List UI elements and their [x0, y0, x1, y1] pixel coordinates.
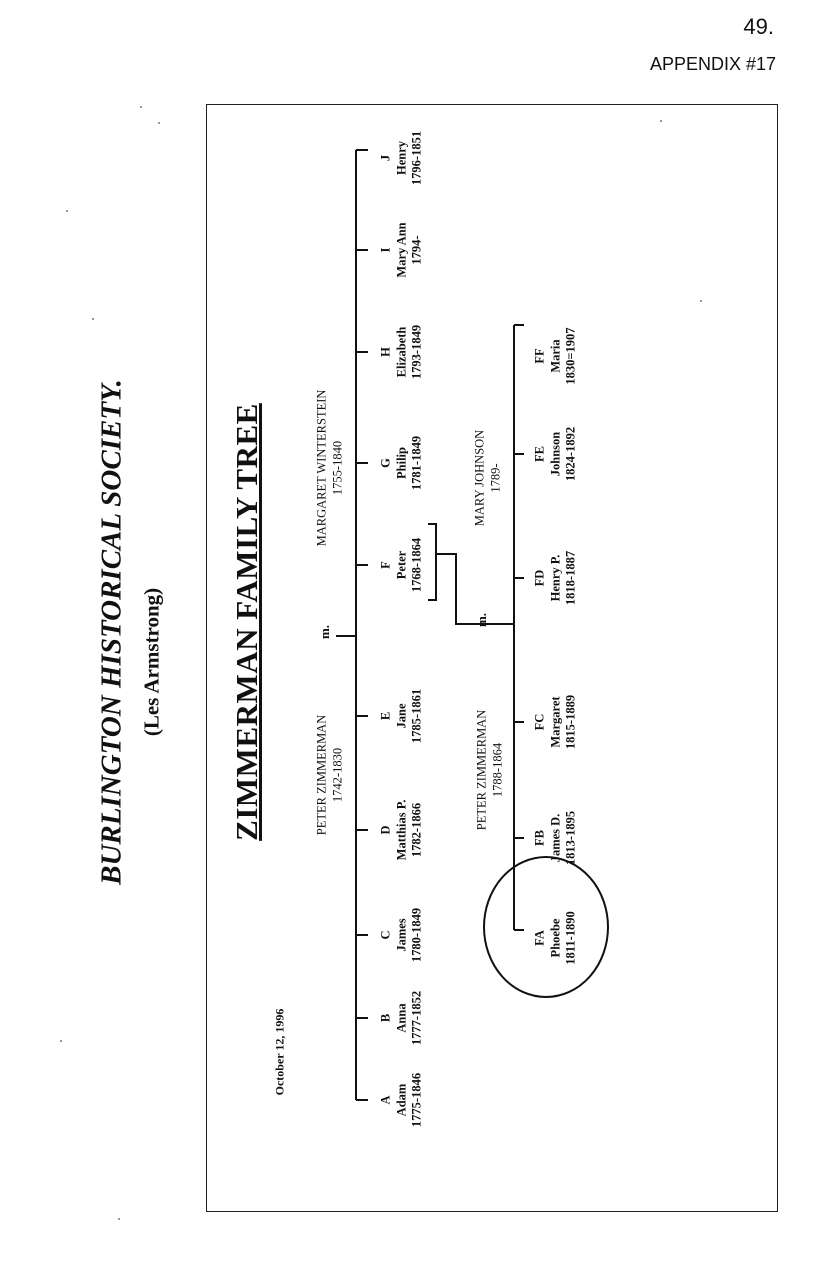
scan-speck: [660, 120, 662, 122]
child-FB: FB James D. 1813-1895: [532, 810, 578, 866]
gen2-mother-name: MARY JOHNSON: [472, 429, 487, 527]
child-F: F Peter 1768-1864: [378, 537, 424, 593]
scan-speck: [60, 1040, 62, 1042]
child-FF: FF Maria 1830=1907: [532, 327, 578, 385]
gen2-father-name: PETER ZIMMERMAN: [474, 709, 489, 831]
author-line: (Les Armstrong): [139, 587, 164, 737]
scan-speck: [92, 318, 94, 320]
appendix-label: APPENDIX #17: [649, 54, 776, 74]
society-heading: BURLINGTON HISTORICAL SOCIETY.: [95, 379, 128, 885]
scan-speck: [140, 106, 142, 108]
child-J: J Henry 1796-1851: [378, 130, 424, 186]
child-FA: FA Phoebe 1811-1890: [532, 911, 578, 965]
peter-bracket: [428, 524, 436, 600]
child-D: D Matthias P. 1782-1866: [378, 799, 424, 861]
gen2-father-dates: 1788-1864: [490, 742, 504, 798]
date-note: October 12, 1996: [272, 1008, 287, 1096]
gen1-mother-name: MARGARET WINTERSTEIN: [314, 389, 329, 547]
highlight-circle: [484, 857, 608, 997]
child-C: C James 1780-1849: [378, 907, 424, 963]
child-I: I Mary Ann 1794-: [378, 222, 424, 278]
tree-title: ZIMMERMAN FAMILY TREE: [229, 403, 264, 841]
scan-speck: [158, 122, 160, 124]
scan-speck: [118, 1218, 120, 1220]
child-A: A Adam 1775-1846: [378, 1072, 424, 1128]
child-FC: FC Margaret 1815-1889: [532, 694, 578, 750]
scan-speck: [66, 210, 68, 212]
child-FE: FE Johnson 1824-1892: [532, 426, 578, 482]
gen1-father-dates: 1742-1830: [330, 747, 344, 803]
child-E: E Jane 1785-1861: [378, 688, 424, 744]
gen1-father-name: PETER ZIMMERMAN: [314, 714, 329, 836]
peter-link: [436, 554, 498, 624]
child-FD: FD Henry P. 1818-1887: [532, 550, 578, 606]
gen2-mother-dates: 1789-: [488, 463, 502, 493]
child-G: G Philip 1781-1849: [378, 435, 424, 491]
scan-speck: [700, 300, 702, 302]
page-number: 49.: [743, 14, 774, 39]
gen2-marriage-marker: m.: [474, 612, 489, 628]
child-H: H Elizabeth 1793-1849: [378, 324, 424, 380]
child-B: B Anna 1777-1852: [378, 990, 424, 1046]
gen1-mother-dates: 1755-1840: [330, 440, 344, 496]
gen1-marriage-marker: m.: [317, 624, 332, 640]
